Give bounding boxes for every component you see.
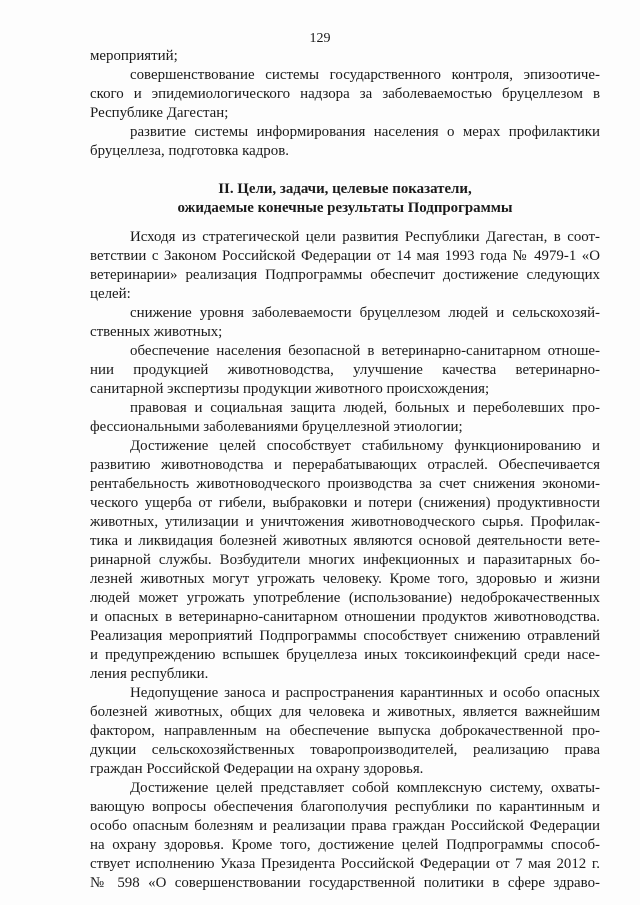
text-line: санитарной экспертизы продукции животного происхождения; — [90, 381, 490, 397]
text-line: Исходя из стратегической цели развития Республики Дагестан, в соот- — [130, 229, 600, 245]
text-line: целей: — [90, 286, 131, 302]
text-line: людей может угрожать употребление (использование) недоброкачественных — [90, 590, 600, 606]
text-line: ветствии с Законом Российской Федерации от 14 мая 1993 года № 4979-1 «О — [90, 248, 600, 264]
text-line: ского и эпидемиологического надзора за заболеваемостью бруцеллезом в — [90, 86, 600, 102]
text-line: развитию животноводства и перерабатывающих отраслей. Обеспечивается — [90, 457, 600, 473]
text-line: развитие системы информирования населения о мерах профилактики — [130, 124, 600, 140]
text-line: № 598 «О совершенствовании государственной политики в сфере здраво- — [90, 875, 600, 891]
section-title-line-2: ожидаемые конечные результаты Подпрограммы — [177, 200, 513, 216]
section-title-line-1: II. Цели, задачи, целевые показатели, — [218, 181, 472, 197]
text-line: дукции сельскохозяйственных товаропроизводителей, реализацию права — [90, 742, 600, 758]
text-line: вающую вопросы обеспечения благополучия республики по карантинным и — [90, 799, 600, 815]
text-line: и предупреждению вспышек бруцеллеза иных токсикоинфекций среди насе- — [90, 647, 600, 663]
text-line: ветеринарии» реализация Подпрограммы обеспечит достижение следующих — [90, 267, 600, 283]
text-line: ческого ущерба от гибели, выбраковки и потери (снижения) продуктивности — [90, 495, 600, 511]
text-line: болезней животных, общих для человека и животных, является важнейшим — [90, 704, 600, 720]
text-line: на охрану здоровья. Кроме того, достижение целей Подпрограммы способ- — [90, 837, 600, 853]
text-line: правовая и социальная защита людей, больных и переболевших про- — [130, 400, 600, 416]
spacer — [90, 161, 600, 180]
text-line: лезней животных могут угрожать человеку. Кроме того, здоровью и жизни — [90, 571, 600, 587]
text-line: Достижение целей представляет собой комплексную систему, охваты- — [130, 780, 600, 796]
page-number: 129 — [309, 31, 331, 46]
text-line: Достижение целей способствует стабильному функционированию и — [130, 438, 600, 454]
text-line: граждан Российской Федерации на охрану здоровья. — [90, 761, 424, 777]
text-line: ственных животных; — [90, 324, 223, 340]
text-line: снижение уровня заболеваемости бруцеллезом людей и сельскохозяй- — [130, 305, 600, 321]
text-line: особо опасным болезням и реализации права граждан Российской Федерации — [90, 818, 600, 834]
text-line: нии продукцией животноводства, улучшение качества ветеринарно- — [90, 362, 600, 378]
text-line: обеспечение населения безопасной в ветеринарно-санитарном отноше- — [130, 343, 600, 359]
text-line: ления республики. — [90, 666, 209, 682]
text-line: Республике Дагестан; — [90, 105, 229, 121]
text-line: животных, утилизации и уничтожения животноводческого сырья. Профилак- — [90, 514, 600, 530]
document-body — [90, 47, 600, 893]
text-line: Недопущение заноса и распространения карантинных и особо опасных — [130, 685, 600, 701]
text-line: мероприятий; — [90, 48, 178, 64]
text-line: совершенствование системы государственного контроля, эпизоотиче- — [130, 67, 600, 83]
text-line: и опасных в ветеринарно-санитарном отношении продуктов животноводства. — [90, 609, 600, 625]
text-line: Реализация мероприятий Подпрограммы способствует снижению отравлений — [90, 628, 600, 644]
text-line: ствует исполнению Указа Президента Российской Федерации от 7 мая 2012 г. — [90, 856, 600, 872]
text-line: ринарной службы. Возбудители многих инфекционных и паразитарных бо- — [90, 552, 600, 568]
text-line: фактором, направленным на обеспечение выпуска доброкачественной про- — [90, 723, 600, 739]
text-line: бруцеллеза, подготовка кадров. — [90, 143, 289, 159]
text-line: фессиональными заболеваниями бруцеллезной этиологии; — [90, 419, 463, 435]
text-line: рентабельность животноводческого производства за счет снижения экономи- — [90, 476, 600, 492]
spacer — [90, 218, 600, 228]
text-line: тика и ликвидация болезней животных являются основой деятельности вете- — [90, 533, 600, 549]
